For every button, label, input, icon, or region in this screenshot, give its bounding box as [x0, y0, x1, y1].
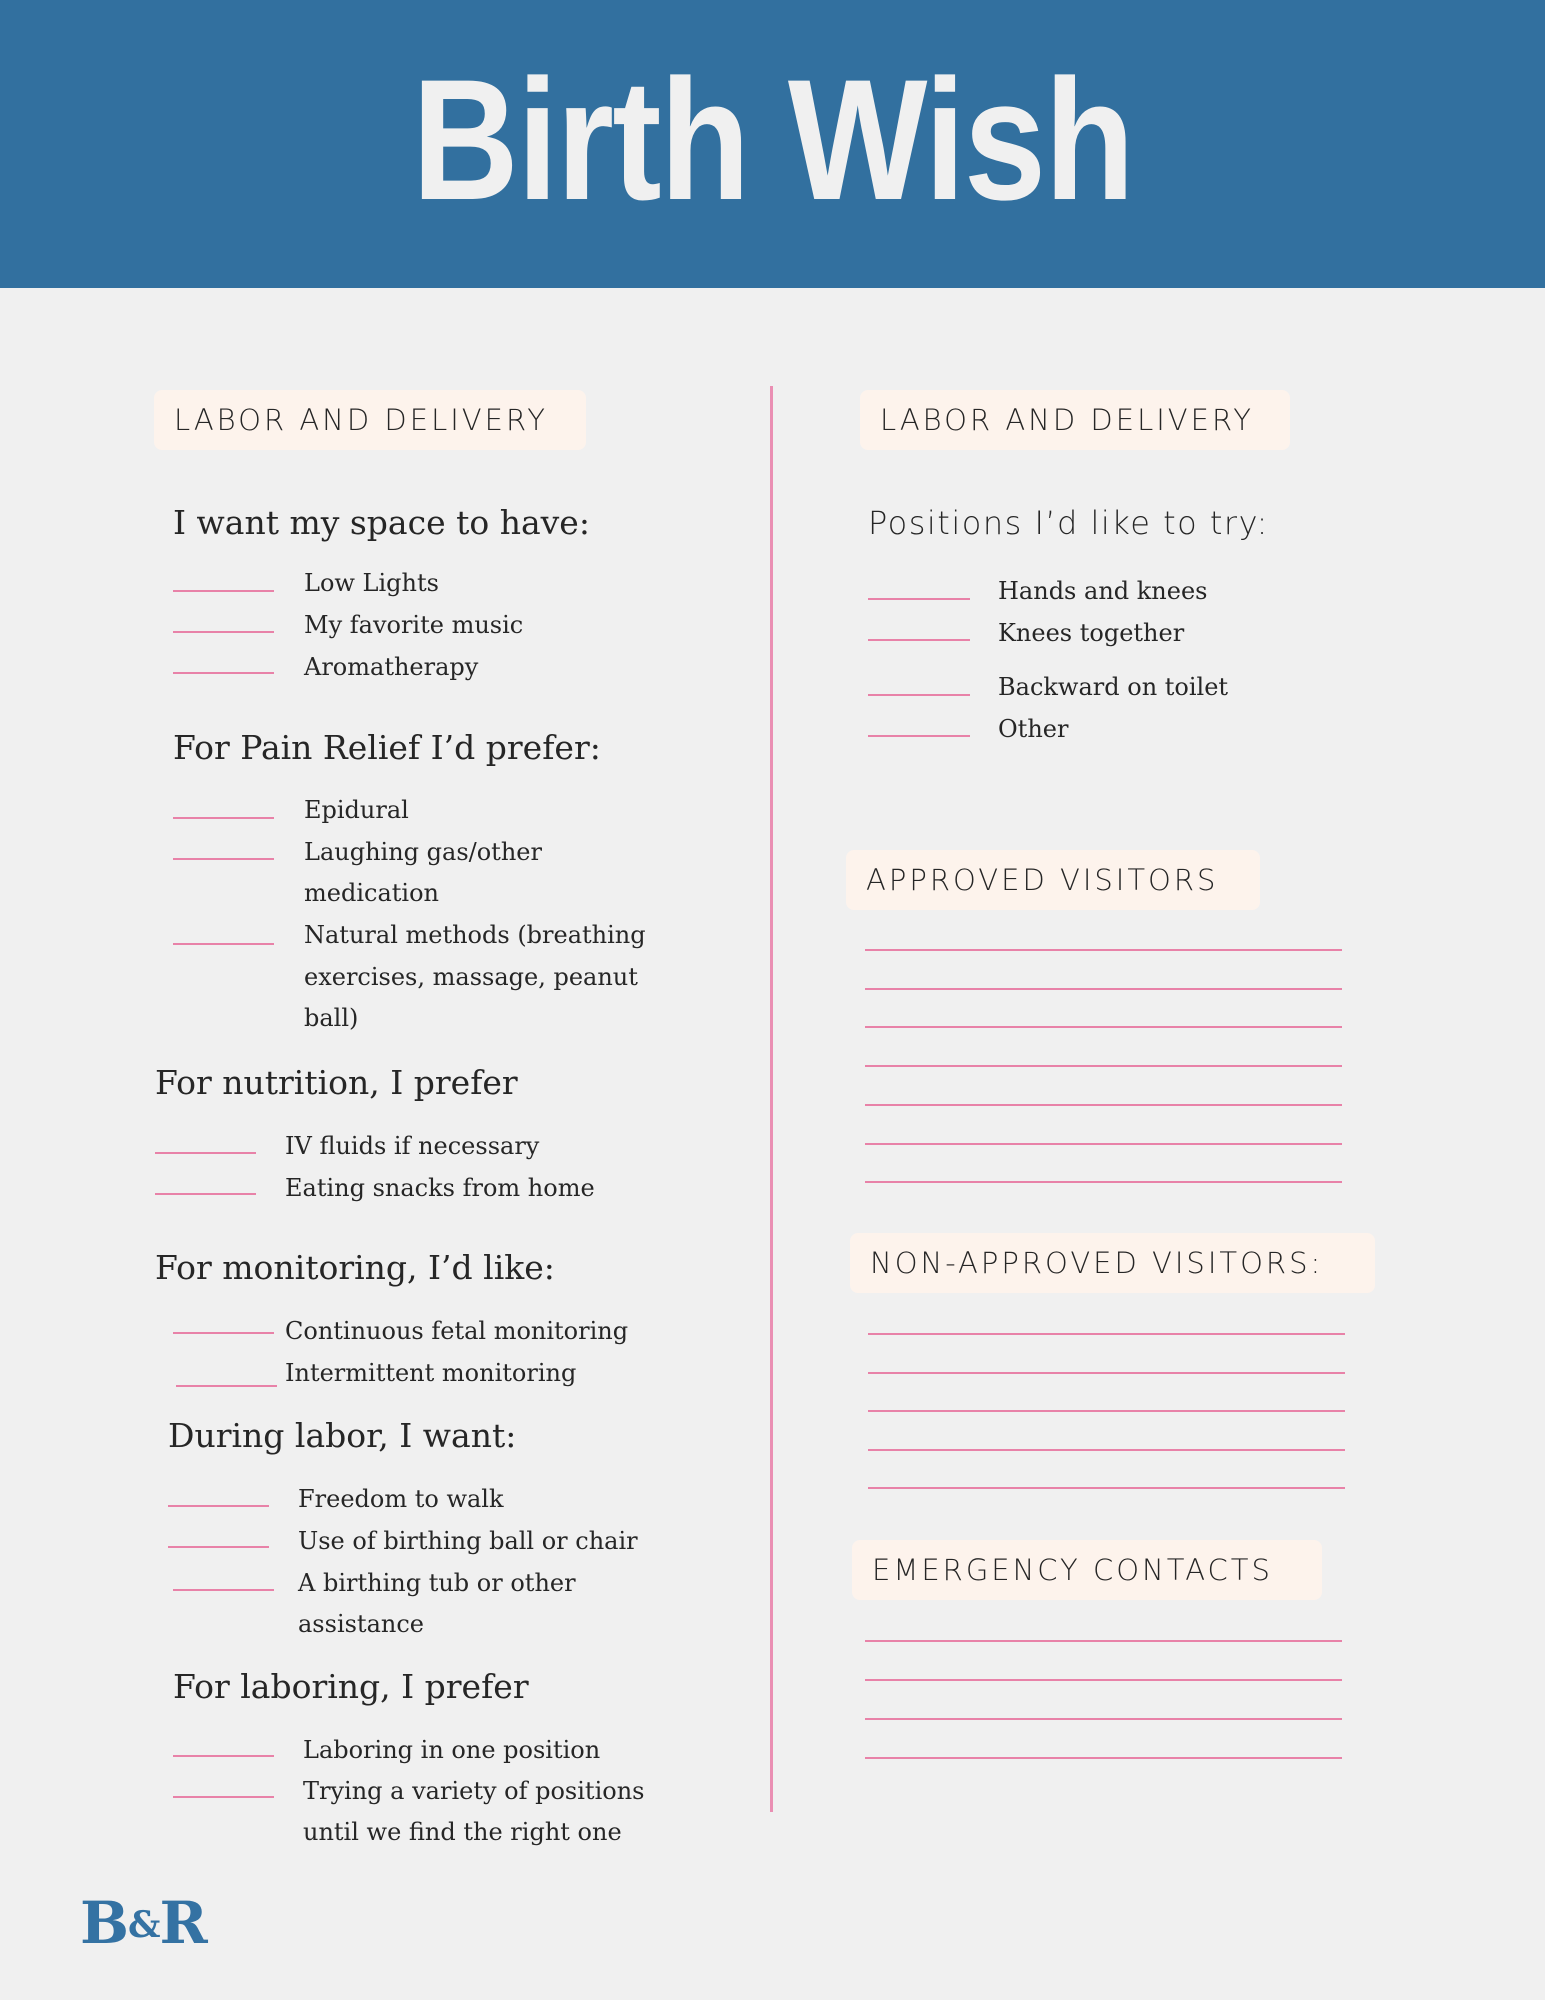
checkbox-line-freedom-walk[interactable] — [168, 1505, 269, 1507]
monitoring-heading: For monitoring, I’d like: — [155, 1248, 555, 1287]
option-natural-methods: Natural methods (breathing — [304, 921, 646, 949]
option-iv-fluids: IV fluids if necessary — [285, 1132, 540, 1160]
checkbox-line-iv-fluids[interactable] — [155, 1152, 256, 1154]
approved-visitor-write-line[interactable] — [865, 1026, 1342, 1028]
option-variety-positions-cont: until we find the right one — [303, 1818, 622, 1846]
checkbox-line-knees-together[interactable] — [868, 639, 970, 641]
logo-b: B — [80, 1889, 128, 1957]
option-other: Other — [998, 715, 1069, 743]
page-title: Birth Wish — [411, 44, 1134, 236]
labor-delivery-badge-left: LABOR AND DELIVERY — [154, 390, 586, 450]
checkbox-line-snacks[interactable] — [155, 1193, 256, 1195]
space-heading: I want my space to have: — [173, 503, 590, 542]
checkbox-line-birthing-tub[interactable] — [173, 1589, 274, 1591]
checkbox-line-hands-knees[interactable] — [868, 598, 970, 600]
non-approved-visitor-write-line[interactable] — [868, 1487, 1345, 1489]
non-approved-visitor-write-line[interactable] — [868, 1449, 1345, 1451]
option-knees-together: Knees together — [998, 619, 1185, 647]
checkbox-line-intermittent-monitoring[interactable] — [176, 1385, 277, 1387]
option-laughing-gas: Laughing gas/other — [304, 838, 542, 866]
non-approved-visitors-badge: NON-APPROVED VISITORS: — [850, 1233, 1375, 1293]
approved-visitor-write-line[interactable] — [865, 1181, 1342, 1183]
option-backward-toilet: Backward on toilet — [998, 673, 1229, 701]
approved-visitor-write-line[interactable] — [865, 1065, 1342, 1067]
checkbox-line-variety-positions[interactable] — [173, 1796, 274, 1798]
option-hands-knees: Hands and knees — [998, 577, 1208, 605]
option-continuous-monitoring: Continuous fetal monitoring — [285, 1317, 629, 1345]
option-variety-positions: Trying a variety of positions — [303, 1777, 645, 1805]
emergency-contact-write-line[interactable] — [865, 1640, 1342, 1642]
positions-heading: Positions I’d like to try: — [868, 504, 1269, 542]
option-epidural: Epidural — [304, 796, 409, 824]
checkbox-line-laughing-gas[interactable] — [173, 858, 274, 860]
approved-visitor-write-line[interactable] — [865, 1104, 1342, 1106]
option-natural-methods-cont2: ball) — [304, 1004, 359, 1032]
option-one-position: Laboring in one position — [303, 1736, 601, 1764]
logo-ampersand: & — [128, 1904, 159, 1946]
option-birthing-tub-cont: assistance — [298, 1610, 424, 1638]
option-favorite-music: My favorite music — [304, 611, 524, 639]
emergency-contact-write-line[interactable] — [865, 1718, 1342, 1720]
option-low-lights: Low Lights — [304, 569, 439, 597]
checkbox-line-low-lights[interactable] — [173, 590, 274, 592]
laboring-heading: For laboring, I prefer — [173, 1667, 529, 1706]
br-logo — [80, 1888, 206, 1960]
header-banner — [0, 0, 1545, 288]
nutrition-heading: For nutrition, I prefer — [155, 1063, 518, 1102]
pain-relief-heading: For Pain Relief I’d prefer: — [173, 728, 601, 767]
option-laughing-gas-cont: medication — [304, 879, 439, 907]
emergency-contact-write-line[interactable] — [865, 1679, 1342, 1681]
checkbox-line-continuous-monitoring[interactable] — [173, 1332, 274, 1334]
checkbox-line-one-position[interactable] — [173, 1755, 274, 1757]
column-divider — [770, 386, 773, 1812]
non-approved-visitor-write-line[interactable] — [868, 1333, 1345, 1335]
checkbox-line-backward-toilet[interactable] — [868, 694, 970, 696]
option-snacks: Eating snacks from home — [285, 1174, 595, 1202]
checkbox-line-birthing-ball[interactable] — [168, 1546, 269, 1548]
during-labor-heading: During labor, I want: — [168, 1416, 517, 1455]
option-intermittent-monitoring: Intermittent monitoring — [285, 1359, 577, 1387]
non-approved-visitor-write-line[interactable] — [868, 1410, 1345, 1412]
non-approved-visitor-write-line[interactable] — [868, 1372, 1345, 1374]
checkbox-line-favorite-music[interactable] — [173, 631, 274, 633]
checkbox-line-aromatherapy[interactable] — [173, 672, 274, 674]
option-birthing-ball: Use of birthing ball or chair — [298, 1527, 638, 1555]
checkbox-line-natural-methods[interactable] — [173, 943, 274, 945]
approved-visitors-badge: APPROVED VISITORS — [846, 850, 1260, 910]
approved-visitor-write-line[interactable] — [865, 988, 1342, 990]
option-aromatherapy: Aromatherapy — [304, 653, 479, 681]
labor-delivery-badge-right: LABOR AND DELIVERY — [860, 390, 1290, 450]
emergency-contact-write-line[interactable] — [865, 1757, 1342, 1759]
option-freedom-walk: Freedom to walk — [298, 1485, 504, 1513]
approved-visitor-write-line[interactable] — [865, 1143, 1342, 1145]
option-birthing-tub: A birthing tub or other — [298, 1569, 576, 1597]
checkbox-line-epidural[interactable] — [173, 817, 274, 819]
approved-visitor-write-line[interactable] — [865, 949, 1342, 951]
logo-r: R — [159, 1889, 206, 1957]
option-natural-methods-cont1: exercises, massage, peanut — [304, 963, 638, 991]
checkbox-line-other[interactable] — [868, 735, 970, 737]
emergency-contacts-badge: EMERGENCY CONTACTS — [852, 1540, 1322, 1600]
